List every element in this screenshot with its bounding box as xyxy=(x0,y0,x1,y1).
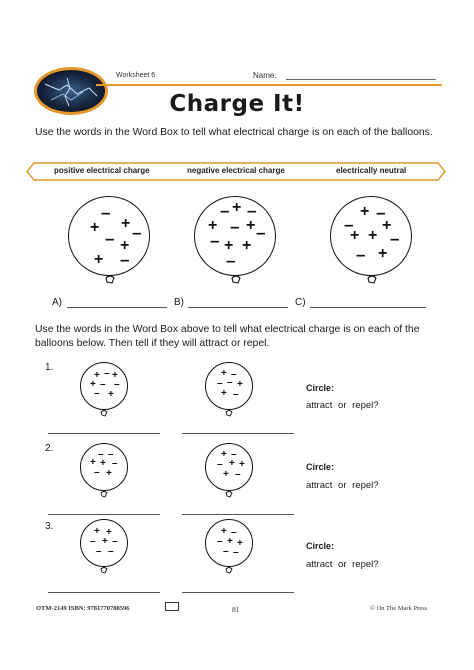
positive-charge-icon: + xyxy=(224,237,234,254)
positive-charge-icon: + xyxy=(237,538,243,549)
answer-c-line[interactable] xyxy=(310,307,426,308)
positive-charge-icon: + xyxy=(102,536,108,547)
negative-charge-icon: – xyxy=(94,467,100,478)
negative-charge-icon: – xyxy=(108,546,114,557)
positive-charge-icon: + xyxy=(382,217,392,234)
q2-choices xyxy=(306,480,379,491)
q1-repel[interactable]: repel? xyxy=(352,400,379,411)
positive-charge-icon: + xyxy=(227,536,233,547)
negative-charge-icon: – xyxy=(217,536,223,547)
answer-a-line[interactable] xyxy=(67,307,167,308)
word-negative: negative electrical charge xyxy=(187,166,285,175)
negative-charge-icon: – xyxy=(226,251,236,270)
positive-charge-icon: + xyxy=(242,237,252,254)
negative-charge-icon: – xyxy=(112,536,118,547)
balloon-knot-icon xyxy=(225,565,235,575)
negative-charge-icon: – xyxy=(231,369,237,380)
positive-charge-icon: + xyxy=(229,458,235,469)
positive-charge-icon: + xyxy=(368,227,378,244)
question-1-number: 1. xyxy=(45,362,54,373)
footer-page-number: 81 xyxy=(232,605,240,614)
q1-circle-label: Circle: xyxy=(306,383,335,393)
negative-charge-icon: – xyxy=(217,459,223,470)
q3-or: or xyxy=(338,559,347,570)
word-positive: positive electrical charge xyxy=(54,166,150,175)
balloon-knot-icon xyxy=(104,272,120,288)
negative-charge-icon: – xyxy=(217,378,223,389)
q3-repel[interactable]: repel? xyxy=(352,559,379,570)
negative-charge-icon: – xyxy=(90,536,96,547)
negative-charge-icon: – xyxy=(256,223,266,242)
word-box xyxy=(26,162,446,181)
q2-attract[interactable]: attract xyxy=(306,480,333,491)
name-label: Name: xyxy=(253,71,277,80)
negative-charge-icon: – xyxy=(247,201,257,220)
negative-charge-icon: – xyxy=(94,388,100,399)
q3-left-line[interactable] xyxy=(48,592,160,593)
negative-charge-icon: – xyxy=(98,449,104,460)
positive-charge-icon: + xyxy=(350,227,360,244)
question-2-number: 2. xyxy=(45,443,54,454)
question-3-number: 3. xyxy=(45,521,54,532)
negative-charge-icon: – xyxy=(390,229,400,248)
balloon-knot-icon xyxy=(100,565,110,575)
positive-charge-icon: + xyxy=(232,199,242,216)
answer-a-label: A) xyxy=(52,297,62,308)
page-title: Charge It! xyxy=(169,91,305,117)
positive-charge-icon: + xyxy=(121,215,131,232)
positive-charge-icon: + xyxy=(120,237,130,254)
instructions-part2: Use the words in the Word Box above to tell what electrical charge is on each of the balloons below. Then tell if they will attract or repel. xyxy=(35,324,420,349)
negative-charge-icon: – xyxy=(230,217,240,236)
positive-charge-icon: + xyxy=(106,527,112,538)
negative-charge-icon: – xyxy=(231,449,237,460)
balloon-knot-icon xyxy=(100,489,110,499)
positive-charge-icon: + xyxy=(223,469,229,480)
q3-right-line[interactable] xyxy=(182,592,294,593)
positive-charge-icon: + xyxy=(106,468,112,479)
footer-book-icon xyxy=(165,602,179,611)
negative-charge-icon: – xyxy=(101,203,111,222)
name-line xyxy=(286,79,436,80)
negative-charge-icon: – xyxy=(132,223,142,242)
q3-choices xyxy=(306,559,379,570)
balloon-knot-icon xyxy=(225,408,235,418)
negative-charge-icon: – xyxy=(356,245,366,264)
footer-publisher: © On The Mark Press xyxy=(370,605,428,612)
positive-charge-icon: + xyxy=(94,251,104,268)
positive-charge-icon: + xyxy=(90,457,96,468)
positive-charge-icon: + xyxy=(378,245,388,262)
negative-charge-icon: – xyxy=(231,527,237,538)
negative-charge-icon: – xyxy=(108,449,114,460)
positive-charge-icon: + xyxy=(208,217,218,234)
q1-right-line[interactable] xyxy=(182,433,294,434)
q1-choices xyxy=(306,400,379,411)
positive-charge-icon: + xyxy=(94,526,100,537)
negative-charge-icon: – xyxy=(105,229,115,248)
instructions-part1: Use the words in the Word Box to tell what electrical charge is on each of the balloons. xyxy=(35,127,433,138)
q1-or: or xyxy=(338,400,347,411)
negative-charge-icon: – xyxy=(96,546,102,557)
negative-charge-icon: – xyxy=(344,215,354,234)
positive-charge-icon: + xyxy=(360,203,370,220)
positive-charge-icon: + xyxy=(221,368,227,379)
q3-attract[interactable]: attract xyxy=(306,559,333,570)
balloon-knot-icon xyxy=(230,272,246,288)
positive-charge-icon: + xyxy=(100,458,106,469)
worksheet-label: Worksheet 6 xyxy=(116,72,156,79)
positive-charge-icon: + xyxy=(221,388,227,399)
positive-charge-icon: + xyxy=(112,370,118,381)
q2-left-line[interactable] xyxy=(48,514,160,515)
positive-charge-icon: + xyxy=(221,526,227,537)
q1-attract[interactable]: attract xyxy=(306,400,333,411)
positive-charge-icon: + xyxy=(90,219,100,236)
balloon-knot-icon xyxy=(225,489,235,499)
word-neutral: electrically neutral xyxy=(336,166,407,175)
answer-b-line[interactable] xyxy=(188,307,288,308)
answer-c-label: C) xyxy=(295,297,306,308)
q2-or: or xyxy=(338,480,347,491)
negative-charge-icon: – xyxy=(376,203,386,222)
q1-left-line[interactable] xyxy=(48,433,160,434)
q3-circle-label: Circle: xyxy=(306,541,335,551)
negative-charge-icon: – xyxy=(233,389,239,400)
balloon-knot-icon xyxy=(100,408,110,418)
negative-charge-icon: – xyxy=(220,201,230,220)
q2-circle-label: Circle: xyxy=(306,462,335,472)
negative-charge-icon: – xyxy=(233,547,239,558)
positive-charge-icon: + xyxy=(94,370,100,381)
q2-repel[interactable]: repel? xyxy=(352,480,379,491)
negative-charge-icon: – xyxy=(100,379,106,390)
positive-charge-icon: + xyxy=(221,449,227,460)
answer-b-label: B) xyxy=(174,297,184,308)
negative-charge-icon: – xyxy=(210,231,220,250)
balloon-knot-icon xyxy=(366,272,382,288)
negative-charge-icon: – xyxy=(114,379,120,390)
positive-charge-icon: + xyxy=(239,459,245,470)
negative-charge-icon: – xyxy=(104,368,110,379)
positive-charge-icon: + xyxy=(246,217,256,234)
positive-charge-icon: + xyxy=(108,389,114,400)
negative-charge-icon: – xyxy=(235,469,241,480)
negative-charge-icon: – xyxy=(227,377,233,388)
q2-right-line[interactable] xyxy=(182,514,294,515)
header-rule xyxy=(96,84,442,86)
negative-charge-icon: – xyxy=(120,250,130,269)
footer-isbn: OTM-2149 ISBN: 9781770788596 xyxy=(36,605,130,612)
positive-charge-icon: + xyxy=(90,379,96,390)
negative-charge-icon: – xyxy=(112,458,118,469)
negative-charge-icon: – xyxy=(223,546,229,557)
positive-charge-icon: + xyxy=(237,379,243,390)
